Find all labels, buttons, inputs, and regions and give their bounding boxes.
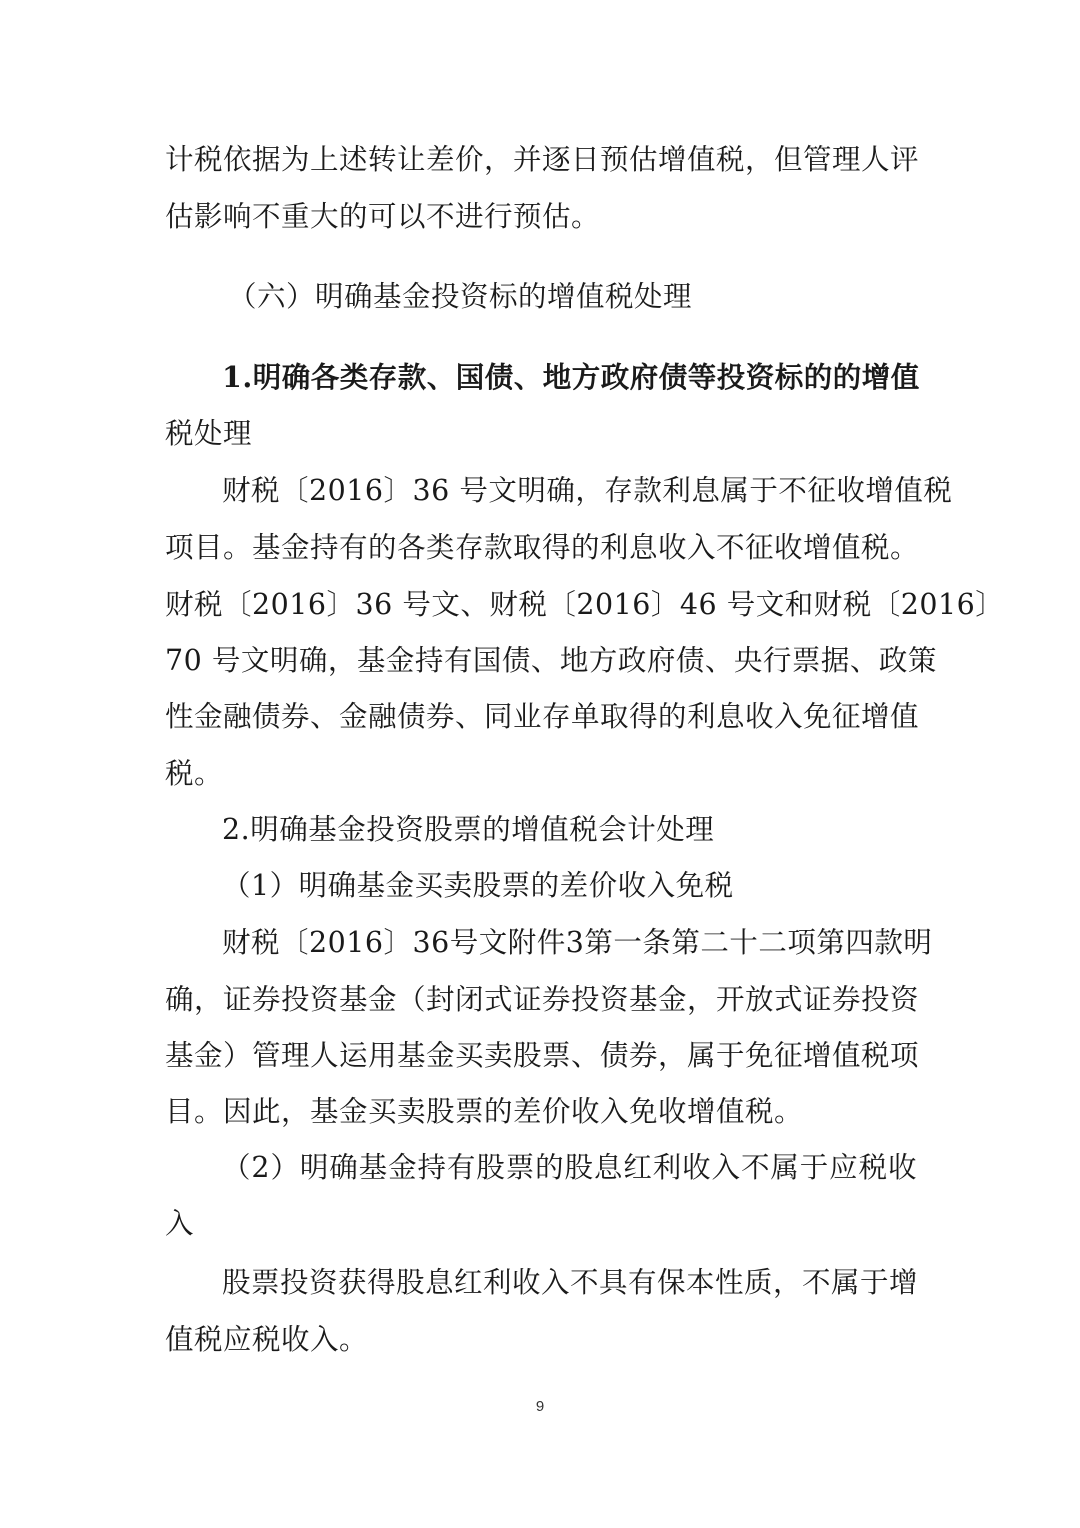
item-heading: （2）明确基金持有股票的股息红利收入不属于应税收	[222, 1151, 917, 1184]
body-text-line: 目。因此，基金买卖股票的差价收入免收增值税。	[165, 1095, 804, 1128]
subsection-heading-continued: 税处理	[165, 417, 253, 450]
body-text-line: 税。	[165, 757, 224, 790]
body-text-line: 计税依据为上述转让差价，并逐日预估增值税，但管理人评	[165, 143, 920, 176]
body-text-line: 估影响不重大的可以不进行预估。	[165, 200, 601, 233]
body-text-line: 项目。基金持有的各类存款取得的利息收入不征收增值税。	[165, 531, 920, 564]
body-text-line: 确，证券投资基金（封闭式证券投资基金，开放式证券投资	[165, 983, 920, 1016]
item-heading-continued: 入	[165, 1207, 195, 1240]
body-text-line: 70 号文明确，基金持有国债、地方政府债、央行票据、政策	[165, 644, 937, 677]
body-text-line: 基金）管理人运用基金买卖股票、债券，属于免征增值税项	[165, 1039, 920, 1072]
body-text-line: 财税〔2016〕36 号文明确，存款利息属于不征收增值税	[222, 474, 953, 507]
body-text-line: 值税应税收入。	[165, 1323, 369, 1356]
body-text-line: 财税〔2016〕36 号文、财税〔2016〕46 号文和财税〔2016〕	[165, 588, 1005, 621]
subsection-heading: 1.明确各类存款、国债、地方政府债等投资标的的增值	[222, 360, 920, 394]
subsection-heading: 2.明确基金投资股票的增值税会计处理	[222, 813, 715, 846]
section-heading: （六）明确基金投资标的增值税处理	[228, 280, 693, 313]
page-number: 9	[535, 1398, 545, 1415]
body-text-line: 性金融债券、金融债券、同业存单取得的利息收入免征增值	[165, 700, 920, 733]
body-text-line: 财税〔2016〕36号文附件3第一条第二十二项第四款明	[222, 926, 933, 959]
item-heading: （1）明确基金买卖股票的差价收入免税	[222, 869, 734, 902]
body-text-line: 股票投资获得股息红利收入不具有保本性质，不属于增	[222, 1266, 919, 1299]
